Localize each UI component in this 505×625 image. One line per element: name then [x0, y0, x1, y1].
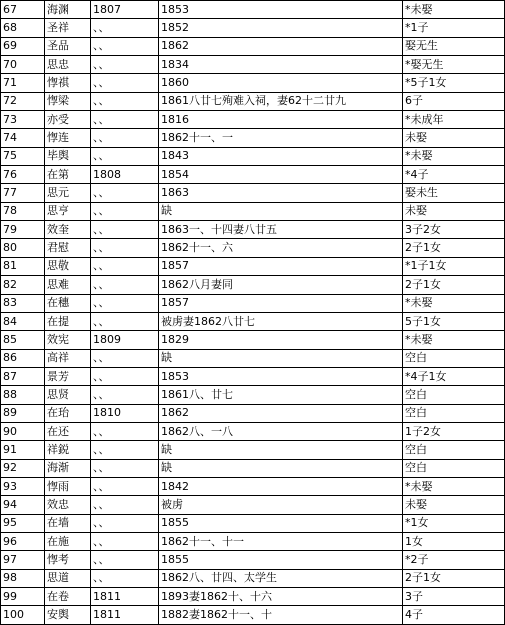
cell-number: 89 — [1, 404, 45, 422]
cell-name: 思元 — [45, 184, 91, 202]
cell-note: 1862八、廿四、太学生 — [159, 569, 403, 587]
cell-issue: *1子 — [403, 19, 505, 37]
cell-note: 1862八、一八 — [159, 422, 403, 440]
cell-issue: 娶未生 — [403, 184, 505, 202]
cell-year: 1808 — [91, 166, 159, 184]
cell-number: 86 — [1, 349, 45, 367]
cell-name: 高祥 — [45, 349, 91, 367]
cell-year: 、、 — [91, 276, 159, 294]
table-row — [1, 1, 505, 19]
cell-name: 惸连 — [45, 129, 91, 147]
cell-number: 91 — [1, 441, 45, 459]
cell-name: 海渐 — [45, 459, 91, 477]
cell-note: 1853 — [159, 1, 403, 19]
table-row — [1, 477, 505, 495]
cell-issue: 未娶 — [403, 129, 505, 147]
cell-name: 圣品 — [45, 37, 91, 55]
cell-number: 78 — [1, 202, 45, 220]
cell-issue: 空白 — [403, 459, 505, 477]
cell-issue: 2子1女 — [403, 276, 505, 294]
cell-number: 96 — [1, 532, 45, 550]
cell-year: 、、 — [91, 349, 159, 367]
cell-number: 93 — [1, 477, 45, 495]
cell-name: 在施 — [45, 532, 91, 550]
cell-year: 、、 — [91, 386, 159, 404]
cell-issue: 娶无生 — [403, 37, 505, 55]
table-row — [1, 496, 505, 514]
table-row — [1, 294, 505, 312]
cell-year: 、、 — [91, 422, 159, 440]
cell-number: 88 — [1, 386, 45, 404]
table-row — [1, 239, 505, 257]
cell-note: 1862十一、一 — [159, 129, 403, 147]
cell-number: 77 — [1, 184, 45, 202]
table-row — [1, 184, 505, 202]
cell-note: 被虏 — [159, 496, 403, 514]
cell-number: 79 — [1, 221, 45, 239]
cell-note: 1843 — [159, 147, 403, 165]
cell-note: 1861八、廿七 — [159, 386, 403, 404]
cell-number: 81 — [1, 257, 45, 275]
cell-issue: *未娶 — [403, 1, 505, 19]
cell-number: 82 — [1, 276, 45, 294]
cell-year: 、、 — [91, 294, 159, 312]
cell-number: 70 — [1, 56, 45, 74]
cell-year: 1811 — [91, 606, 159, 624]
cell-number: 94 — [1, 496, 45, 514]
table-row — [1, 514, 505, 532]
cell-number: 84 — [1, 312, 45, 330]
cell-issue: *4子 — [403, 166, 505, 184]
cell-issue: *2子 — [403, 551, 505, 569]
cell-year: 、、 — [91, 56, 159, 74]
cell-year: 、、 — [91, 532, 159, 550]
cell-note: 1854 — [159, 166, 403, 184]
cell-name: 祥鋭 — [45, 441, 91, 459]
table-row — [1, 588, 505, 606]
cell-issue: *1子1女 — [403, 257, 505, 275]
table-row — [1, 92, 505, 110]
cell-name: 景芳 — [45, 367, 91, 385]
table-row — [1, 569, 505, 587]
cell-issue: *未成年 — [403, 111, 505, 129]
cell-year: 、、 — [91, 312, 159, 330]
cell-note: 1862 — [159, 37, 403, 55]
cell-number: 100 — [1, 606, 45, 624]
table-row — [1, 532, 505, 550]
table-row — [1, 166, 505, 184]
table-row — [1, 276, 505, 294]
cell-number: 95 — [1, 514, 45, 532]
cell-number: 99 — [1, 588, 45, 606]
cell-name: 惸考 — [45, 551, 91, 569]
cell-year: 、、 — [91, 129, 159, 147]
table-row — [1, 111, 505, 129]
table-row — [1, 19, 505, 37]
cell-year: 、、 — [91, 257, 159, 275]
cell-name: 思难 — [45, 276, 91, 294]
cell-number: 71 — [1, 74, 45, 92]
table-row — [1, 404, 505, 422]
cell-note: 1857 — [159, 257, 403, 275]
cell-issue: 空白 — [403, 386, 505, 404]
table-body — [1, 1, 505, 625]
cell-year: 、、 — [91, 184, 159, 202]
table-row — [1, 459, 505, 477]
cell-year: 、、 — [91, 514, 159, 532]
cell-number: 75 — [1, 147, 45, 165]
cell-issue: 4子 — [403, 606, 505, 624]
cell-issue: 空白 — [403, 441, 505, 459]
cell-year: 、、 — [91, 221, 159, 239]
cell-note: 缺 — [159, 202, 403, 220]
cell-name: 君慰 — [45, 239, 91, 257]
cell-issue: *未娶 — [403, 147, 505, 165]
cell-number: 73 — [1, 111, 45, 129]
cell-note: 1862十一、六 — [159, 239, 403, 257]
cell-note: 1816 — [159, 111, 403, 129]
cell-name: 在还 — [45, 422, 91, 440]
cell-year: 、、 — [91, 92, 159, 110]
cell-name: 毕舆 — [45, 147, 91, 165]
cell-year: 、、 — [91, 74, 159, 92]
cell-name: 在珆 — [45, 404, 91, 422]
cell-note: 1852 — [159, 19, 403, 37]
cell-issue: 1子2女 — [403, 422, 505, 440]
cell-number: 97 — [1, 551, 45, 569]
cell-year: 1809 — [91, 331, 159, 349]
cell-note: 1829 — [159, 331, 403, 349]
cell-note: 1882妻1862十一、十 — [159, 606, 403, 624]
cell-year: 1811 — [91, 588, 159, 606]
cell-name: 在卷 — [45, 588, 91, 606]
cell-name: 思亨 — [45, 202, 91, 220]
cell-year: 、、 — [91, 551, 159, 569]
cell-number: 76 — [1, 166, 45, 184]
cell-issue: 2子1女 — [403, 569, 505, 587]
cell-issue: 未娶 — [403, 496, 505, 514]
table-row — [1, 312, 505, 330]
cell-issue: *5子1女 — [403, 74, 505, 92]
cell-note: 1855 — [159, 551, 403, 569]
table-row — [1, 221, 505, 239]
table-row — [1, 37, 505, 55]
cell-name: 效忠 — [45, 496, 91, 514]
cell-issue: *4子1女 — [403, 367, 505, 385]
cell-issue: 未娶 — [403, 202, 505, 220]
cell-note: 缺 — [159, 441, 403, 459]
cell-note: 缺 — [159, 349, 403, 367]
cell-note: 1860 — [159, 74, 403, 92]
cell-name: 思道 — [45, 569, 91, 587]
cell-issue: 5子1女 — [403, 312, 505, 330]
table-row — [1, 349, 505, 367]
cell-name: 思贤 — [45, 386, 91, 404]
table-row — [1, 367, 505, 385]
cell-note: 1853 — [159, 367, 403, 385]
table-row — [1, 56, 505, 74]
cell-note: 1861八廿七殉难入祠，妻62十二廿九 — [159, 92, 403, 110]
table-row — [1, 386, 505, 404]
cell-name: 惸祺 — [45, 74, 91, 92]
cell-year: 、、 — [91, 569, 159, 587]
cell-issue: 1女 — [403, 532, 505, 550]
cell-year: 、、 — [91, 37, 159, 55]
cell-year: 、、 — [91, 367, 159, 385]
cell-name: 效奎 — [45, 221, 91, 239]
cell-name: 在第 — [45, 166, 91, 184]
cell-issue: 3子2女 — [403, 221, 505, 239]
cell-number: 90 — [1, 422, 45, 440]
cell-number: 69 — [1, 37, 45, 55]
cell-note: 1834 — [159, 56, 403, 74]
cell-number: 85 — [1, 331, 45, 349]
cell-name: 在穗 — [45, 294, 91, 312]
cell-number: 87 — [1, 367, 45, 385]
cell-name: 圣祥 — [45, 19, 91, 37]
table-row — [1, 422, 505, 440]
cell-name: 在墙 — [45, 514, 91, 532]
cell-year: 、、 — [91, 147, 159, 165]
cell-name: 亦受 — [45, 111, 91, 129]
cell-note: 1862十一、十一 — [159, 532, 403, 550]
table-row — [1, 202, 505, 220]
cell-number: 68 — [1, 19, 45, 37]
cell-year: 1810 — [91, 404, 159, 422]
table-row — [1, 551, 505, 569]
cell-issue: *未娶 — [403, 477, 505, 495]
cell-note: 1862八月妻同 — [159, 276, 403, 294]
cell-number: 72 — [1, 92, 45, 110]
cell-note: 1863 — [159, 184, 403, 202]
cell-year: 、、 — [91, 441, 159, 459]
table-row — [1, 331, 505, 349]
cell-name: 安舆 — [45, 606, 91, 624]
cell-year: 、、 — [91, 202, 159, 220]
cell-name: 思敬 — [45, 257, 91, 275]
cell-number: 67 — [1, 1, 45, 19]
cell-year: 、、 — [91, 496, 159, 514]
cell-issue: 空白 — [403, 404, 505, 422]
cell-note: 1855 — [159, 514, 403, 532]
cell-issue: *未娶 — [403, 294, 505, 312]
cell-year: 、、 — [91, 477, 159, 495]
cell-number: 92 — [1, 459, 45, 477]
cell-note: 1842 — [159, 477, 403, 495]
table-row — [1, 74, 505, 92]
cell-number: 74 — [1, 129, 45, 147]
cell-year: 、、 — [91, 459, 159, 477]
cell-name: 思忠 — [45, 56, 91, 74]
table-row — [1, 257, 505, 275]
cell-note: 被虏妻1862八廿七 — [159, 312, 403, 330]
cell-year: 、、 — [91, 111, 159, 129]
cell-name: 在提 — [45, 312, 91, 330]
cell-issue: *未娶 — [403, 331, 505, 349]
cell-issue: *娶无生 — [403, 56, 505, 74]
cell-note: 1863一、十四妻八廿五 — [159, 221, 403, 239]
cell-note: 缺 — [159, 459, 403, 477]
cell-note: 1857 — [159, 294, 403, 312]
cell-note: 1893妻1862十、十六 — [159, 588, 403, 606]
cell-year: 、、 — [91, 19, 159, 37]
cell-year: 、、 — [91, 239, 159, 257]
cell-issue: *1女 — [403, 514, 505, 532]
cell-name: 效宪 — [45, 331, 91, 349]
cell-name: 惸梁 — [45, 92, 91, 110]
table-row — [1, 606, 505, 624]
table-row — [1, 441, 505, 459]
cell-number: 83 — [1, 294, 45, 312]
cell-name: 海渊 — [45, 1, 91, 19]
table-row — [1, 147, 505, 165]
cell-issue: 空白 — [403, 349, 505, 367]
cell-number: 98 — [1, 569, 45, 587]
table-row — [1, 129, 505, 147]
cell-name: 惸雨 — [45, 477, 91, 495]
cell-issue: 2子1女 — [403, 239, 505, 257]
cell-issue: 3子 — [403, 588, 505, 606]
cell-note: 1862 — [159, 404, 403, 422]
cell-issue: 6子 — [403, 92, 505, 110]
cell-year: 1807 — [91, 1, 159, 19]
cell-number: 80 — [1, 239, 45, 257]
